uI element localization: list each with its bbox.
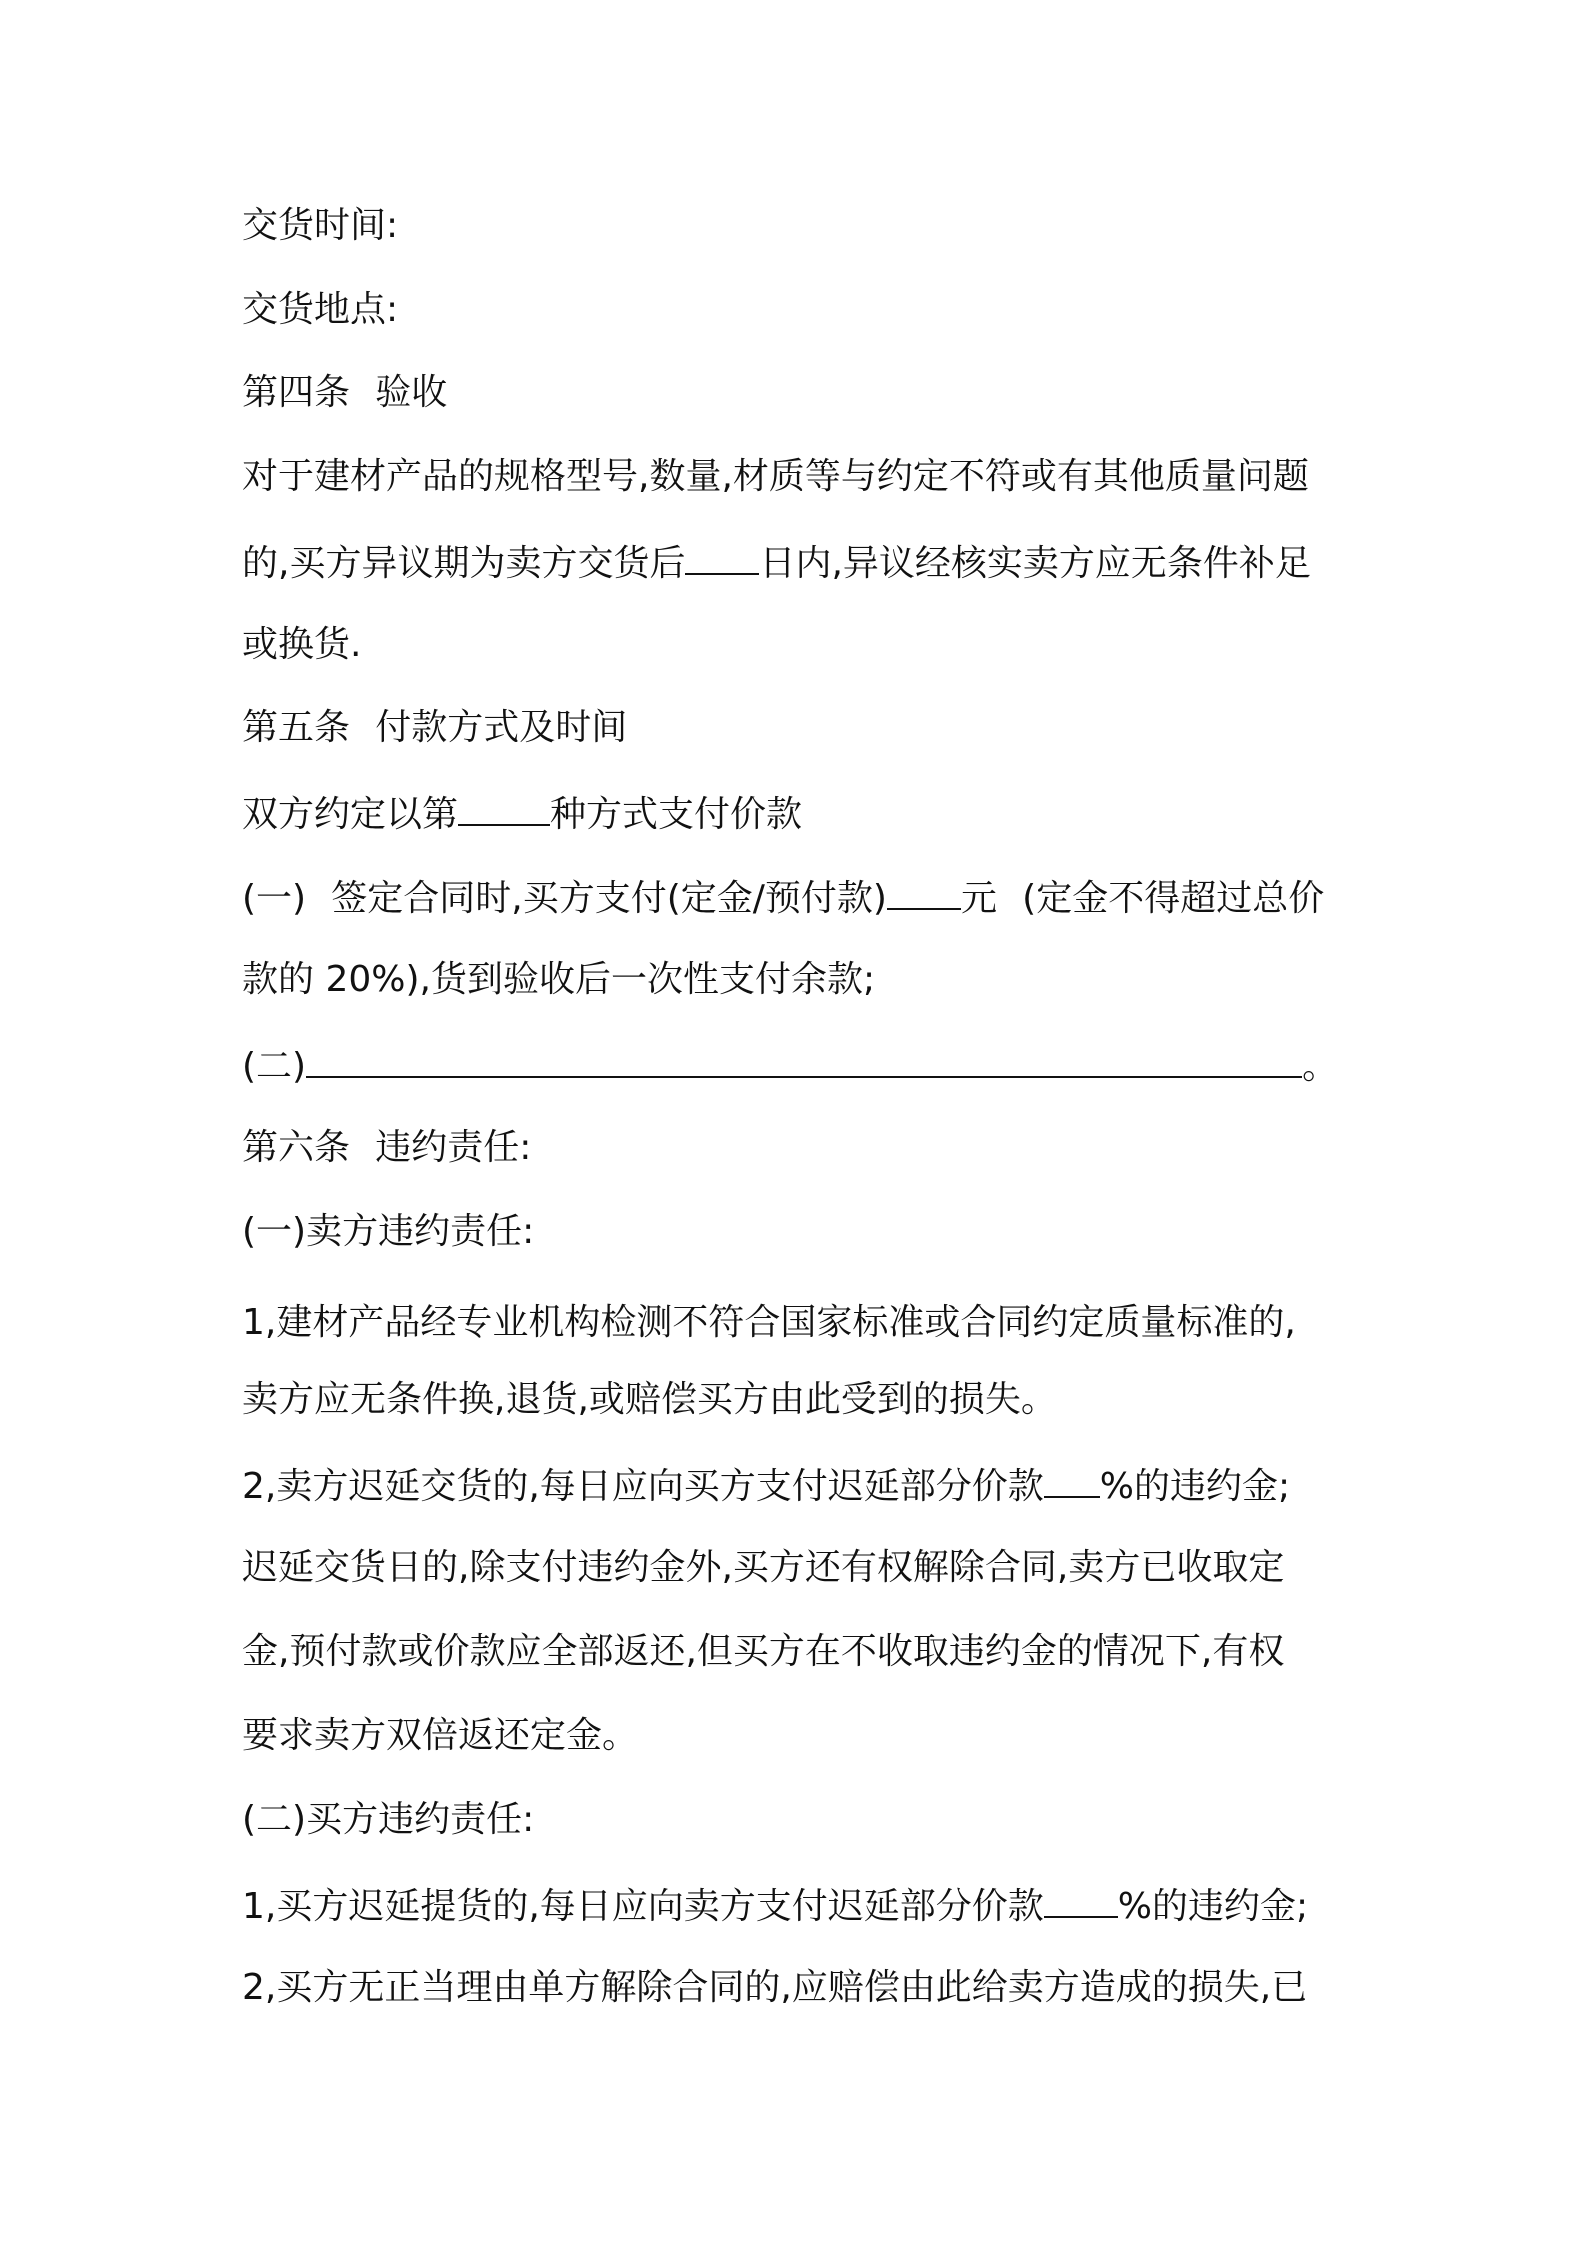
paragraph-text: 日内,异议经核实卖方应无条件补足 (759, 543, 1311, 584)
delivery-place-label: 交货地点: (242, 289, 399, 330)
seller-clause-1-line-2 (242, 1376, 1057, 1424)
paragraph-text: 或换货. (242, 624, 362, 665)
paragraph-text: 对于建材产品的规格型号,数量,材质等与约定不符或有其他质量问题 (242, 456, 1309, 497)
currency-unit: 元 (960, 878, 997, 919)
item-marker: (二) (242, 1046, 307, 1087)
delivery-time-label: 交货时间: (242, 205, 399, 246)
section-heading: (二)买方违约责任: (242, 1799, 535, 1840)
article-4-heading (242, 369, 447, 417)
article-6-title: 违约责任: (375, 1127, 532, 1168)
paragraph-text: 种方式支付价款 (550, 794, 803, 835)
article-5-heading (242, 704, 627, 752)
buyer-penalty-rate-blank-field[interactable] (1044, 1880, 1118, 1918)
item-marker: (一) (242, 878, 307, 919)
paragraph-text: 双方约定以第 (242, 794, 459, 835)
article-6-number: 第六条 (242, 1127, 351, 1168)
paragraph-text: 款的 20%),货到验收后一次性支付余款; (242, 959, 876, 1000)
article-4-text-line-1 (242, 453, 1309, 501)
article-4-number: 第四条 (242, 372, 351, 413)
seller-clause-2-line-3 (242, 1628, 1284, 1676)
article-5-number: 第五条 (242, 707, 351, 748)
paragraph-text: 1,建材产品经专业机构检测不符合国家标准或合同约定质量标准的, (242, 1302, 1296, 1343)
paragraph-text: 2,卖方迟延交货的,每日应向买方支付迟延部分价款 (242, 1466, 1044, 1507)
seller-clause-2-line-1 (242, 1460, 1290, 1511)
sentence-end: 。 (1302, 1046, 1339, 1087)
seller-clause-2-line-4 (242, 1712, 638, 1760)
days-blank-field[interactable] (685, 537, 759, 575)
paragraph-text: %的违约金; (1117, 1886, 1309, 1927)
buyer-liability-heading (242, 1796, 534, 1844)
article-4-title: 验收 (375, 372, 448, 413)
seller-clause-1-line-1 (242, 1299, 1296, 1347)
section-heading: (一)卖方违约责任: (242, 1211, 535, 1252)
article-5-text-line-1 (242, 788, 802, 839)
payment-method-blank-field[interactable] (458, 788, 550, 826)
paragraph-text: 卖方应无条件换,退货,或赔偿买方由此受到的损失。 (242, 1379, 1057, 1420)
article-5-text-line-3 (242, 956, 875, 1004)
other-payment-blank-field[interactable] (306, 1040, 1302, 1078)
seller-penalty-rate-blank-field[interactable] (1044, 1460, 1100, 1498)
article-4-text-line-2 (242, 537, 1311, 588)
delivery-place-line (242, 286, 398, 334)
paragraph-text: 要求卖方双倍返还定金。 (242, 1715, 639, 1756)
article-5-text-line-4 (242, 1040, 1338, 1091)
article-5-text-line-2 (242, 872, 1324, 923)
delivery-time-line (242, 202, 398, 250)
paragraph-text: 金,预付款或价款应全部返还,但买方在不收取违约金的情况下,有权 (242, 1631, 1285, 1672)
article-5-title: 付款方式及时间 (375, 707, 628, 748)
paragraph-text: (定金不得超过总价 (1022, 878, 1325, 919)
deposit-amount-blank-field[interactable] (887, 872, 961, 910)
paragraph-text: 签定合同时,买方支付(定金/预付款) (331, 878, 887, 919)
paragraph-text: 1,买方迟延提货的,每日应向卖方支付迟延部分价款 (242, 1886, 1044, 1927)
paragraph-text: 的,买方异议期为卖方交货后 (242, 543, 686, 584)
buyer-clause-1-line (242, 1880, 1308, 1931)
article-4-text-line-3 (242, 621, 361, 669)
seller-liability-heading (242, 1208, 534, 1256)
paragraph-text: 2,买方无正当理由单方解除合同的,应赔偿由此给卖方造成的损失,已 (242, 1967, 1308, 2008)
paragraph-text: %的违约金; (1099, 1466, 1291, 1507)
buyer-clause-2-line (242, 1964, 1307, 2012)
paragraph-text: 迟延交货日的,除支付违约金外,买方还有权解除合同,卖方已收取定 (242, 1547, 1285, 1588)
article-6-heading (242, 1124, 531, 1172)
seller-clause-2-line-2 (242, 1544, 1284, 1592)
